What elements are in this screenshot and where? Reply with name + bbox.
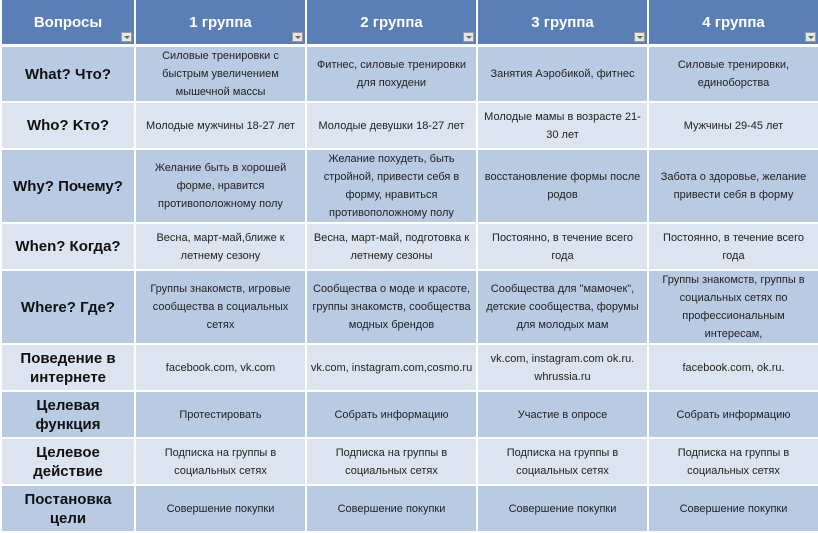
table-cell[interactable]: Молодые мужчины 18-27 лет [135,102,306,149]
question-cell[interactable]: Why? Почему? [1,149,135,223]
column-header-4 [648,0,818,46]
table-row [1,438,818,485]
table-row [1,46,818,103]
table-cell[interactable]: Занятия Аэробикой, фитнес [477,46,648,103]
header-row [1,0,818,46]
column-header-0 [1,0,135,46]
table-cell[interactable]: Желание похудеть, быть стройной, привести себя в форму, нравиться противоположному полу [306,149,477,223]
column-header-label: 2 группа [360,13,423,31]
table-cell[interactable]: Подписка на группы в социальных сетях [135,438,306,485]
filter-dropdown-icon[interactable] [634,32,645,42]
filter-dropdown-icon[interactable] [121,32,132,42]
table-cell[interactable]: Участие в опросе [477,391,648,438]
table-cell[interactable]: Молодые девушки 18-27 лет [306,102,477,149]
table-cell[interactable]: Совершение покупки [477,485,648,532]
table-cell[interactable]: Подписка на группы в социальных сетях [306,438,477,485]
table-cell[interactable]: Желание быть в хорошей форме, нравится противоположному полу [135,149,306,223]
table-row [1,149,818,223]
table-cell[interactable]: vk.com, instagram.com,cosmo.ru [306,344,477,391]
table-row [1,344,818,391]
table-cell[interactable]: facebook.com, ok.ru. [648,344,818,391]
table-row [1,270,818,344]
table-cell[interactable]: Совершение покупки [135,485,306,532]
table-cell[interactable]: Молодые мамы в возрасте 21-30 лет [477,102,648,149]
table-cell[interactable]: Группы знакомств, группы в социальных сетях по профессиональным интересам, [648,270,818,344]
table-cell[interactable]: Силовые тренировки, единоборства [648,46,818,103]
table-cell[interactable]: Собрать информацию [306,391,477,438]
question-cell[interactable]: Who? Kто? [1,102,135,149]
filter-dropdown-icon[interactable] [292,32,303,42]
table-cell[interactable]: Совершение покупки [648,485,818,532]
table-cell[interactable]: Весна, март-май, подготовка к летнему сезоны [306,223,477,270]
column-header-label: 3 группа [531,13,594,31]
table-cell[interactable]: Постоянно, в течение всего года [648,223,818,270]
column-header-label: 4 группа [702,13,765,31]
table-cell[interactable]: Постоянно, в течение всего года [477,223,648,270]
table-cell[interactable]: Подписка на группы в социальных сетях [648,438,818,485]
table-cell[interactable]: Забота о здоровье, желание привести себя в форму [648,149,818,223]
table-cell[interactable]: Сообщества о моде и красоте, группы знакомств, сообщества модных брендов [306,270,477,344]
filter-dropdown-icon[interactable] [805,32,816,42]
table-cell[interactable]: Группы знакомств, игровые сообщества в социальных сетях [135,270,306,344]
table-cell[interactable]: Совершение покупки [306,485,477,532]
question-cell[interactable]: What? Что? [1,46,135,103]
question-cell[interactable]: Постановка цели [1,485,135,532]
table-cell[interactable]: Мужчины 29-45 лет [648,102,818,149]
column-header-label: 1 группа [189,13,252,31]
table-cell[interactable]: Протестировать [135,391,306,438]
question-cell[interactable]: Поведение в интернете [1,344,135,391]
table-row [1,485,818,532]
question-cell[interactable]: When? Когда? [1,223,135,270]
column-header-3 [477,0,648,46]
question-cell[interactable]: Where? Где? [1,270,135,344]
table-cell[interactable]: Подписка на группы в социальных сетях [477,438,648,485]
table-cell[interactable]: восстановление формы после родов [477,149,648,223]
table-cell[interactable]: facebook.com, vk.com [135,344,306,391]
table-cell[interactable]: vk.com, instagram.com ok.ru. whrussia.ru [477,344,648,391]
column-header-1 [135,0,306,46]
table-row [1,223,818,270]
table-cell[interactable]: Сообщества для "мамочек", детские сообщества, форумы для молодых мам [477,270,648,344]
question-cell[interactable]: Целевая функция [1,391,135,438]
question-cell[interactable]: Целевое действие [1,438,135,485]
table-row [1,391,818,438]
filter-dropdown-icon[interactable] [463,32,474,42]
table-cell[interactable]: Фитнес, силовые тренировки для похудени [306,46,477,103]
table-cell[interactable]: Силовые тренировки с быстрым увеличением мышечной массы [135,46,306,103]
column-header-2 [306,0,477,46]
table-cell[interactable]: Собрать информацию [648,391,818,438]
column-header-label: Вопросы [33,13,103,31]
table-row [1,102,818,149]
table-cell[interactable]: Весна, март-май,ближе к летнему сезону [135,223,306,270]
